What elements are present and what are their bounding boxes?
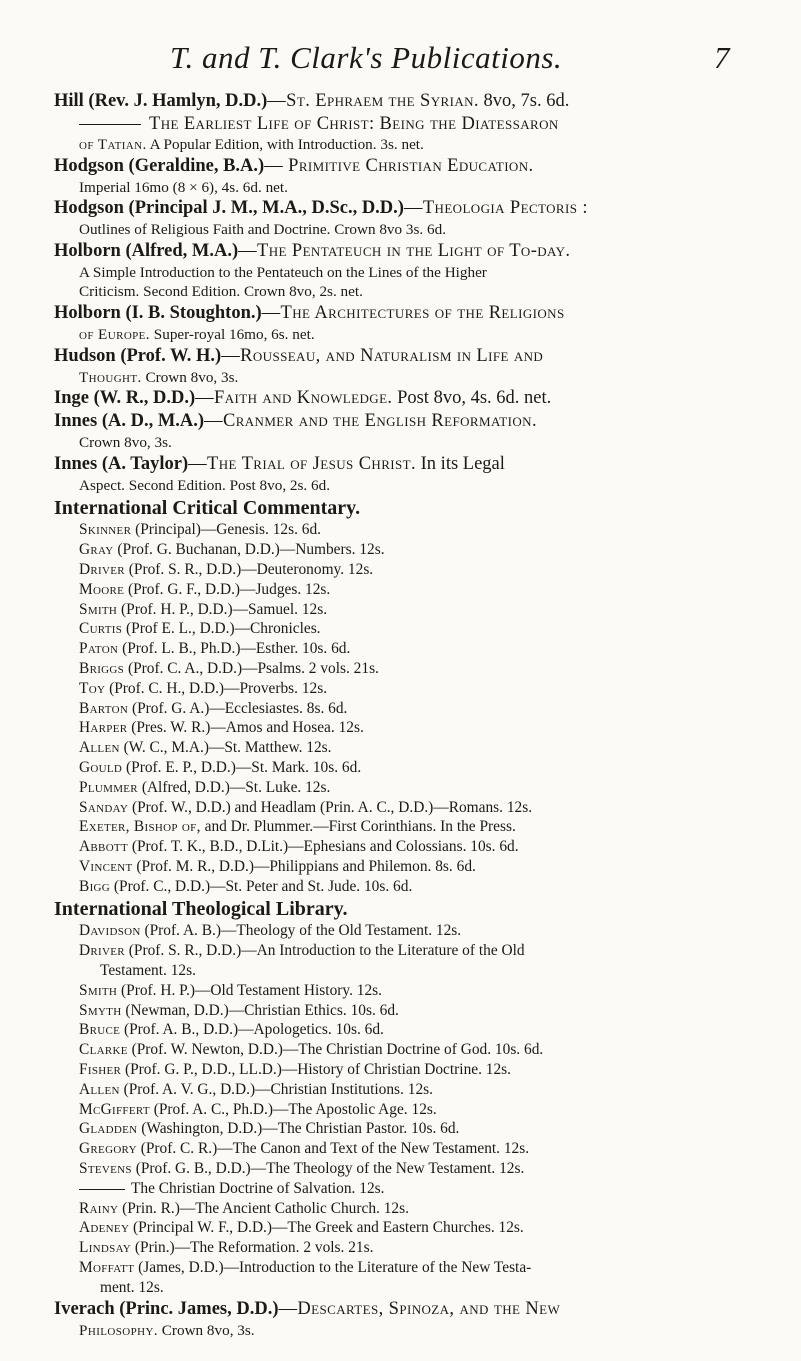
volume-author: Exeter, Bishop of, xyxy=(79,818,201,836)
list-item xyxy=(54,619,758,639)
entry-title: —The Pentateuch in the Light of To-day. xyxy=(238,240,571,261)
entry-title: —Rousseau, and Naturalism in Life and xyxy=(221,345,544,366)
list-item xyxy=(54,540,758,560)
volume-title: (Pres. W. R.)—Amos and Hosea. 12s. xyxy=(131,719,364,737)
list-item xyxy=(54,718,758,738)
list-item xyxy=(54,1139,758,1159)
list-item xyxy=(54,1080,758,1100)
series-heading-icc: International Critical Commentary. xyxy=(54,497,361,520)
volume-author: Moffatt xyxy=(79,1259,135,1277)
volume-author: Rainy xyxy=(79,1199,119,1217)
volume-title: (James, D.D.)—Introduction to the Literature of the New Testa- xyxy=(138,1259,532,1277)
volume-author: Abbott xyxy=(79,838,128,856)
list-item xyxy=(54,921,758,941)
entry-author: Holborn (I. B. Stoughton.) xyxy=(54,302,262,323)
volume-title: (Prof. W., D.D.) and Headlam (Prin. A. C., D.D.)—Romans. 12s. xyxy=(131,798,533,816)
volume-author: Clarke xyxy=(79,1041,128,1059)
volume-title: (Prof. A. V. G., D.D.)—Christian Institutions. 12s. xyxy=(123,1080,433,1098)
volume-author: Smith xyxy=(79,600,118,618)
list-item xyxy=(54,600,758,620)
list-item xyxy=(54,817,758,837)
volume-title: (Prof. C. R.)—The Canon and Text of the New Testament. 12s. xyxy=(140,1140,530,1158)
entry-author: Hodgson (Principal J. M., M.A., D.Sc., D.D.) xyxy=(54,198,404,219)
volume-title: (Washington, D.D.)—The Christian Pastor. 10s. 6d. xyxy=(141,1120,460,1138)
list-item xyxy=(54,1060,758,1080)
volume-author: Lindsay xyxy=(79,1239,132,1257)
list-item xyxy=(54,941,758,961)
header-title: T. and T. Clark's Publications. xyxy=(170,40,563,75)
volume-title: (Prof. C. A., D.D.)—Psalms. 2 vols. 21s. xyxy=(127,659,379,677)
ditto-dash xyxy=(79,124,141,125)
list-item-continuation: Testament. 12s. xyxy=(100,962,196,980)
entry-hodgson-principal xyxy=(54,197,758,220)
volume-author: Bruce xyxy=(79,1021,121,1039)
volume-author: Moore xyxy=(79,580,125,598)
list-item xyxy=(54,639,758,659)
volume-author: Skinner xyxy=(79,521,132,539)
volume-title: (Principal W. F., D.D.)—The Greek and Eastern Churches. 12s. xyxy=(133,1219,524,1237)
list-item xyxy=(54,1179,758,1199)
list-item xyxy=(54,981,758,1001)
entry-desc: Thought. Crown 8vo, 3s. xyxy=(79,368,239,386)
volume-author: Paton xyxy=(79,640,119,658)
volume-title: (Prof. L. B., Ph.D.)—Esther. 10s. 6d. xyxy=(122,640,351,658)
volume-title: (Prof. W. Newton, D.D.)—The Christian Doctrine of God. 10s. 6d. xyxy=(131,1041,544,1059)
list-item xyxy=(54,1119,758,1139)
entry-holborn-stoughton xyxy=(54,302,758,325)
entry-author: Innes (A. D., M.A.) xyxy=(54,411,205,432)
volume-title: (Prin.)—The Reformation. 2 vols. 21s. xyxy=(134,1239,374,1257)
entry-hill-desc: of Tatian. A Popular Edition, with Introduction. 3s. net. xyxy=(79,136,424,153)
volume-author: Fisher xyxy=(79,1061,122,1079)
volume-title: (Prof. M. R., D.D.)—Philippians and Philemon. 8s. 6d. xyxy=(136,857,476,875)
volume-title: (Prof. T. K., B.D., D.Lit.)—Ephesians and Colossians. 10s. 6d. xyxy=(131,838,519,856)
entry-hudson xyxy=(54,345,758,368)
entry-holborn-alfred xyxy=(54,240,758,263)
volume-author: Sanday xyxy=(79,798,129,816)
volume-title: (Prof. H. P., D.D.)—Samuel. 12s. xyxy=(121,600,328,618)
volume-author: Allen xyxy=(79,739,120,757)
volume-author: Driver xyxy=(79,942,125,960)
volume-title: (Alfred, D.D.)—St. Luke. 12s. xyxy=(141,778,331,796)
entry-title: —The Trial of Jesus Christ. xyxy=(188,453,417,474)
entry-desc: Outlines of Religious Faith and Doctrine. Crown 8vo 3s. 6d. xyxy=(79,221,446,239)
entry-iverach xyxy=(54,1298,758,1321)
list-item xyxy=(54,659,758,679)
volume-title: (Prin. R.)—The Ancient Catholic Church. 12s. xyxy=(122,1199,409,1217)
volume-title: (Prof. A. B., D.D.)—Apologetics. 10s. 6d. xyxy=(123,1021,384,1039)
volume-author: Driver xyxy=(79,560,125,578)
entry-innes-ad xyxy=(54,410,758,433)
entry-desc: Imperial 16mo (8 × 6), 4s. 6d. net. xyxy=(79,178,288,196)
volume-title: (Prof. G. F., D.D.)—Judges. 12s. xyxy=(128,580,331,598)
entry-price: 8vo, 7s. 6d. xyxy=(483,91,570,111)
volume-title: (Prof. G. Buchanan, D.D.)—Numbers. 12s. xyxy=(117,541,385,559)
volume-author: Davidson xyxy=(79,922,141,940)
volume-author: Plummer xyxy=(79,778,138,796)
series-heading-itl: International Theological Library. xyxy=(54,898,348,921)
entry-title: —Descartes, Spinoza, and the New xyxy=(278,1298,561,1319)
volume-author: Gregory xyxy=(79,1140,137,1158)
list-item xyxy=(54,1040,758,1060)
entry-desc: Criticism. Second Edition. Crown 8vo, 2s. net. xyxy=(79,283,363,301)
volume-title: (Prof. C., D.D.)—St. Peter and St. Jude. 10s. 6d. xyxy=(113,877,413,895)
list-item xyxy=(54,758,758,778)
entry-title: —Theologia Pectoris : xyxy=(403,198,588,219)
itl-volume-list xyxy=(54,921,758,1297)
volume-title: (Prof. S. R., D.D.)—Deuteronomy. 12s. xyxy=(128,560,374,578)
volume-title: (W. C., M.A.)—St. Matthew. 12s. xyxy=(123,739,332,757)
list-item xyxy=(54,1238,758,1258)
volume-title: (Prof. S. R., D.D.)—An Introduction to the Literature of the Old xyxy=(128,942,525,960)
list-item xyxy=(54,1159,758,1179)
entry-innes-taylor: Innes (A. Taylor)—The Trial of Jesus Christ. In its Legal xyxy=(54,453,505,474)
volume-author: Toy xyxy=(79,679,106,697)
entry-author: Hudson (Prof. W. H.) xyxy=(54,345,222,366)
entry-desc: A Simple Introduction to the Pentateuch on the Lines of the Higher xyxy=(79,263,487,281)
entry-desc: Crown 8vo, 3s. xyxy=(79,434,172,452)
volume-author: Allen xyxy=(79,1080,120,1098)
list-item xyxy=(54,1100,758,1120)
volume-author: Bigg xyxy=(79,877,111,895)
list-item xyxy=(54,560,758,580)
entry-desc: Aspect. Second Edition. Post 8vo, 2s. 6d. xyxy=(79,476,331,494)
entry-author: Inge (W. R., D.D.) xyxy=(54,388,196,409)
volume-author: Vincent xyxy=(79,857,133,875)
volume-title: (Prof. G. B., D.D.)—The Theology of the New Testament. 12s. xyxy=(135,1160,525,1178)
list-item-continuation: ment. 12s. xyxy=(100,1278,164,1296)
entry-desc: of Europe. Super-royal 16mo, 6s. net. xyxy=(79,325,315,343)
volume-title: (Prof. G. P., D.D., LL.D.)—History of Christian Doctrine. 12s. xyxy=(125,1061,512,1079)
volume-title: (Principal)—Genesis. 12s. 6d. xyxy=(135,521,322,539)
entry-title: — Primitive Christian Education. xyxy=(264,155,534,176)
volume-author: Adeney xyxy=(79,1219,130,1237)
volume-author: Curtis xyxy=(79,620,123,638)
entry-hodgson-geraldine xyxy=(54,155,758,178)
catalogue-content xyxy=(54,90,758,1340)
volume-title: (Prof E. L., D.D.)—Chronicles. xyxy=(126,620,321,638)
list-item xyxy=(54,877,758,897)
entry-title: —Cranmer and the English Reformation. xyxy=(204,411,537,432)
volume-author: Gould xyxy=(79,758,123,776)
volume-author: Harper xyxy=(79,719,128,737)
ditto-dash xyxy=(79,1189,125,1190)
volume-title: (Prof. C. H., D.D.)—Proverbs. 12s. xyxy=(109,679,328,697)
entry-price: Post 8vo, 4s. 6d. net. xyxy=(397,388,552,409)
volume-author: Stevens xyxy=(79,1160,132,1178)
page-number: 7 xyxy=(714,40,730,75)
list-item xyxy=(54,778,758,798)
list-item xyxy=(54,679,758,699)
entry-desc: Philosophy. Crown 8vo, 3s. xyxy=(79,1321,255,1339)
list-item xyxy=(54,798,758,818)
list-item xyxy=(54,1199,758,1219)
list-item xyxy=(54,837,758,857)
running-header xyxy=(170,40,730,76)
volume-title: The Christian Doctrine of Salvation. 12s. xyxy=(131,1179,385,1197)
volume-author: Smyth xyxy=(79,1001,122,1019)
volume-title: (Prof. G. A.)—Ecclesiastes. 8s. 6d. xyxy=(131,699,348,717)
list-item xyxy=(54,1218,758,1238)
volume-title: (Prof. H. P.)—Old Testament History. 12s. xyxy=(121,981,383,999)
volume-title: (Prof. A. B.)—Theology of the Old Testament. 12s. xyxy=(144,922,462,940)
entry-title: —St. Ephraem the Syrian. xyxy=(267,91,479,111)
entry-inge xyxy=(54,387,758,410)
volume-title: (Prof. A. C., Ph.D.)—The Apostolic Age. 12s. xyxy=(153,1100,437,1118)
volume-author: McGiffert xyxy=(79,1100,150,1118)
volume-author: Gray xyxy=(79,541,114,559)
list-item xyxy=(54,520,758,540)
icc-volume-list xyxy=(54,520,758,896)
list-item xyxy=(54,1001,758,1021)
entry-author: Innes (A. Taylor) xyxy=(54,453,189,474)
list-item xyxy=(54,1258,758,1278)
entry-author: Hill (Rev. J. Hamlyn, D.D.) xyxy=(54,91,268,111)
volume-title: (Newman, D.D.)—Christian Ethics. 10s. 6d. xyxy=(125,1001,399,1019)
list-item xyxy=(54,1020,758,1040)
list-item xyxy=(54,857,758,877)
volume-author: Gladden xyxy=(79,1120,138,1138)
volume-author: Smith xyxy=(79,981,118,999)
entry-author: Hodgson (Geraldine, B.A.) xyxy=(54,155,265,176)
entry-author: Holborn (Alfred, M.A.) xyxy=(54,240,239,261)
volume-title: and Dr. Plummer.—First Corinthians. In the Press. xyxy=(204,818,516,836)
list-item xyxy=(54,738,758,758)
volume-title: (Prof. E. P., D.D.)—St. Mark. 10s. 6d. xyxy=(126,758,362,776)
entry-hill-second-title: The Earliest Life of Christ: Being the Diatessaron xyxy=(54,113,758,135)
list-item xyxy=(54,699,758,719)
entry-title: —Faith and Knowledge. xyxy=(195,388,393,409)
volume-author: Briggs xyxy=(79,659,125,677)
entry-author: Iverach (Princ. James, D.D.) xyxy=(54,1298,279,1319)
entry-hill xyxy=(54,90,758,113)
list-item xyxy=(54,580,758,600)
entry-title: —The Architectures of the Religions xyxy=(261,302,565,323)
volume-author: Barton xyxy=(79,699,129,717)
